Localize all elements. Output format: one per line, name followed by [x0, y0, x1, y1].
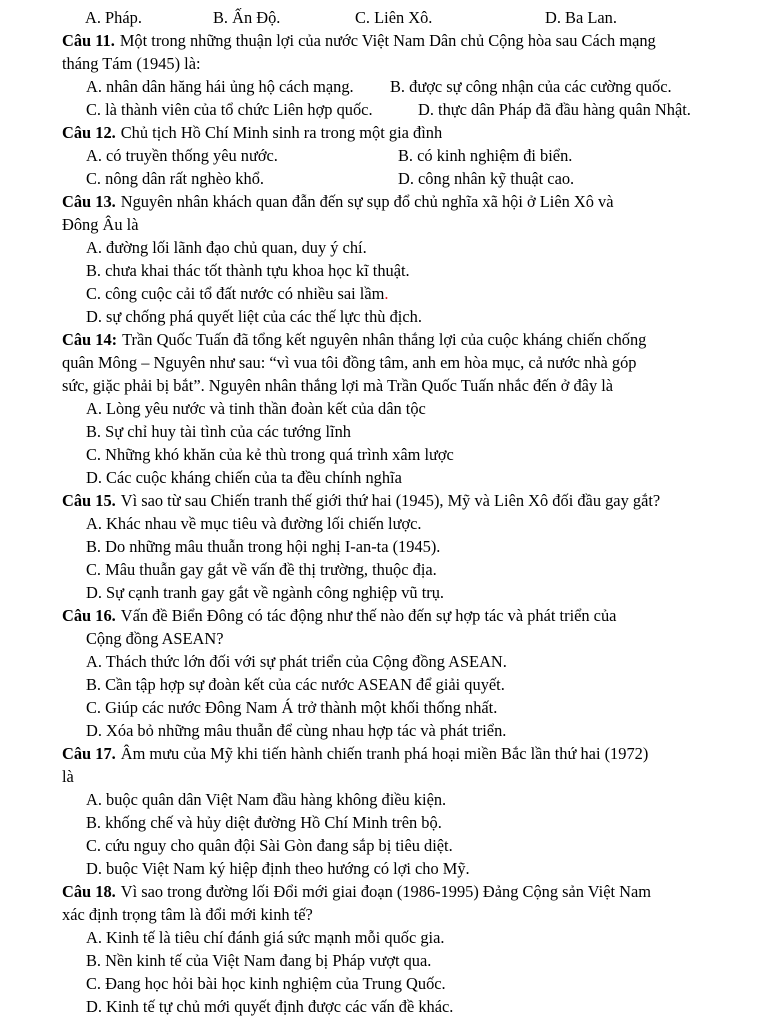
question-11-option-b: B. được sự công nhận của các cường quốc. [390, 77, 672, 96]
question-12 [0, 121, 766, 190]
question-18-number: Câu 18. [62, 882, 116, 901]
question-14-stem-line-2: quân Mông – Nguyên như sau: “vì vua tôi đồng tâm, anh em hòa mục, cả nước nhà góp [62, 353, 637, 372]
question-18-stem-text: Vì sao trong đường lối Đổi mới giai đoạn (1986-1995) Đảng Cộng sản Việt Nam [120, 882, 651, 901]
question-12-option-c: C. nông dân rất nghèo khổ. [86, 169, 264, 188]
prev-option-c: C. Liên Xô. [355, 8, 433, 27]
question-13-option-c-text: C. công cuộc cải tổ đất nước có nhiều sai lầm [86, 284, 385, 303]
question-13-stem-text: Nguyên nhân khách quan đẫn đến sự sụp đổ chủ nghĩa xã hội ở Liên Xô và [120, 192, 614, 211]
question-13-option-a: A. đường lối lãnh đạo chủ quan, duy ý chí. [86, 238, 367, 257]
question-16-option-d: D. Xóa bỏ những mâu thuẫn để cùng nhau hợp tác và phát triển. [86, 721, 507, 740]
question-17-option-a: A. buộc quân dân Việt Nam đầu hàng không điều kiện. [86, 790, 447, 809]
question-15-number: Câu 15. [62, 491, 116, 510]
question-15-stem-text: Vì sao từ sau Chiến tranh thế giới thứ hai (1945), Mỹ và Liên Xô đối đầu gay gắt? [120, 491, 661, 510]
prev-option-a: A. Pháp. [85, 8, 142, 27]
question-14-number: Câu 14: [62, 330, 118, 349]
question-17-number: Câu 17. [62, 744, 116, 763]
prev-question-options-row [0, 6, 766, 29]
question-12-stem-text: Chủ tịch Hồ Chí Minh sinh ra trong một gia đình [120, 123, 443, 142]
question-12-options-row-1 [0, 144, 766, 167]
question-15 [0, 489, 766, 604]
question-15-stem-line-1 [0, 489, 766, 512]
question-11-option-d: D. thực dân Pháp đã đầu hàng quân Nhật. [418, 100, 691, 119]
question-16-stem-text: Vấn đề Biển Đông có tác động như thế nào đến sự hợp tác và phát triển của [120, 606, 617, 625]
prev-option-b: B. Ấn Độ. [213, 8, 281, 27]
question-16-option-c: C. Giúp các nước Đông Nam Á trở thành một khối thống nhất. [86, 698, 498, 717]
question-18-option-c: C. Đang học hỏi bài học kinh nghiệm của Trung Quốc. [86, 974, 446, 993]
question-13-stem-line-1 [0, 190, 766, 213]
question-14-stem-line-3: sức, giặc phải bị bắt”. Nguyên nhân thắng lợi mà Trần Quốc Tuấn nhắc đến ở đây là [62, 376, 614, 395]
question-13-stem-line-2: Đông Âu là [62, 215, 139, 234]
question-18-stem-line-1 [0, 880, 766, 903]
question-14-option-b: B. Sự chỉ huy tài tình của các tướng lĩnh [86, 422, 351, 441]
question-14-option-a: A. Lòng yêu nước và tinh thần đoàn kết của dân tộc [86, 399, 426, 418]
question-18 [0, 880, 766, 1018]
question-12-option-a: A. có truyền thống yêu nước. [86, 146, 278, 165]
question-15-option-c: C. Mâu thuẫn gay gắt về vấn đề thị trường, thuộc địa. [86, 560, 437, 579]
question-13-number: Câu 13. [62, 192, 116, 211]
question-17-option-b: B. khống chế và hủy diệt đường Hồ Chí Minh trên bộ. [86, 813, 442, 832]
question-18-option-a: A. Kinh tế là tiêu chí đánh giá sức mạnh mỗi quốc gia. [86, 928, 445, 947]
question-15-option-a: A. Khác nhau về mục tiêu và đường lối chiến lược. [86, 514, 422, 533]
question-11-option-a: A. nhân dân hăng hái ủng hộ cách mạng. [86, 77, 354, 96]
question-16-option-b: B. Cần tập hợp sự đoàn kết của các nước ASEAN để giải quyết. [86, 675, 505, 694]
question-17-option-d: D. buộc Việt Nam ký hiệp định theo hướng có lợi cho Mỹ. [86, 859, 470, 878]
question-16-stem-line-2: Cộng đồng ASEAN? [86, 629, 224, 648]
question-16 [0, 604, 766, 742]
question-18-option-b: B. Nền kinh tế của Việt Nam đang bị Pháp vượt qua. [86, 951, 432, 970]
question-14-stem-line-1 [0, 328, 766, 351]
question-17-option-c: C. cứu nguy cho quân đội Sài Gòn đang sắp bị tiêu diệt. [86, 836, 453, 855]
question-11-stem-line-1 [0, 29, 766, 52]
question-15-option-d: D. Sự cạnh tranh gay gắt về ngành công nghiệp vũ trụ. [86, 583, 445, 602]
question-14-stem-text: Trần Quốc Tuấn đã tổng kết nguyên nhân thắng lợi của cuộc kháng chiến chống [122, 330, 647, 349]
question-17-stem-line-2: là [62, 767, 74, 786]
question-12-number: Câu 12. [62, 123, 116, 142]
question-16-number: Câu 16. [62, 606, 116, 625]
question-13-option-c-answer-mark: . [384, 284, 389, 303]
question-11-stem-line-2: tháng Tám (1945) là: [62, 54, 201, 73]
question-14-option-d: D. Các cuộc kháng chiến của ta đều chính nghĩa [86, 468, 402, 487]
question-12-options-row-2 [0, 167, 766, 190]
prev-option-d: D. Ba Lan. [545, 8, 617, 27]
question-16-stem-line-1 [0, 604, 766, 627]
question-12-option-b: B. có kinh nghiệm đi biển. [398, 146, 573, 165]
question-11 [0, 29, 766, 121]
question-13-option-c [0, 282, 766, 305]
question-14-option-c: C. Những khó khăn của kẻ thù trong quá trình xâm lược [86, 445, 454, 464]
question-17-stem-text: Âm mưu của Mỹ khi tiến hành chiến tranh phá hoại miền Bắc lần thứ hai (1972) [120, 744, 649, 763]
question-12-stem-line-1 [0, 121, 766, 144]
question-13 [0, 190, 766, 328]
question-12-option-d: D. công nhân kỹ thuật cao. [398, 169, 575, 188]
question-18-option-d: D. Kinh tế tự chủ mới quyết định được các vấn đề khác. [86, 997, 454, 1016]
question-18-stem-line-2: xác định trọng tâm là đổi mới kinh tế? [62, 905, 313, 924]
question-11-option-c: C. là thành viên của tổ chức Liên hợp quốc. [86, 100, 373, 119]
question-14 [0, 328, 766, 489]
question-13-option-b: B. chưa khai thác tốt thành tựu khoa học kĩ thuật. [86, 261, 410, 280]
question-17-stem-line-1 [0, 742, 766, 765]
question-15-option-b: B. Do những mâu thuẫn trong hội nghị I-an-ta (1945). [86, 537, 441, 556]
question-17 [0, 742, 766, 880]
question-11-options-row-1 [0, 75, 766, 98]
question-11-options-row-2 [0, 98, 766, 121]
question-16-option-a: A. Thách thức lớn đối với sự phát triển của Cộng đồng ASEAN. [86, 652, 507, 671]
question-11-stem-text: Một trong những thuận lợi của nước Việt Nam Dân chủ Cộng hòa sau Cách mạng [119, 31, 656, 50]
question-13-option-d: D. sự chống phá quyết liệt của các thế lực thù địch. [86, 307, 422, 326]
question-11-number: Câu 11. [62, 31, 115, 50]
